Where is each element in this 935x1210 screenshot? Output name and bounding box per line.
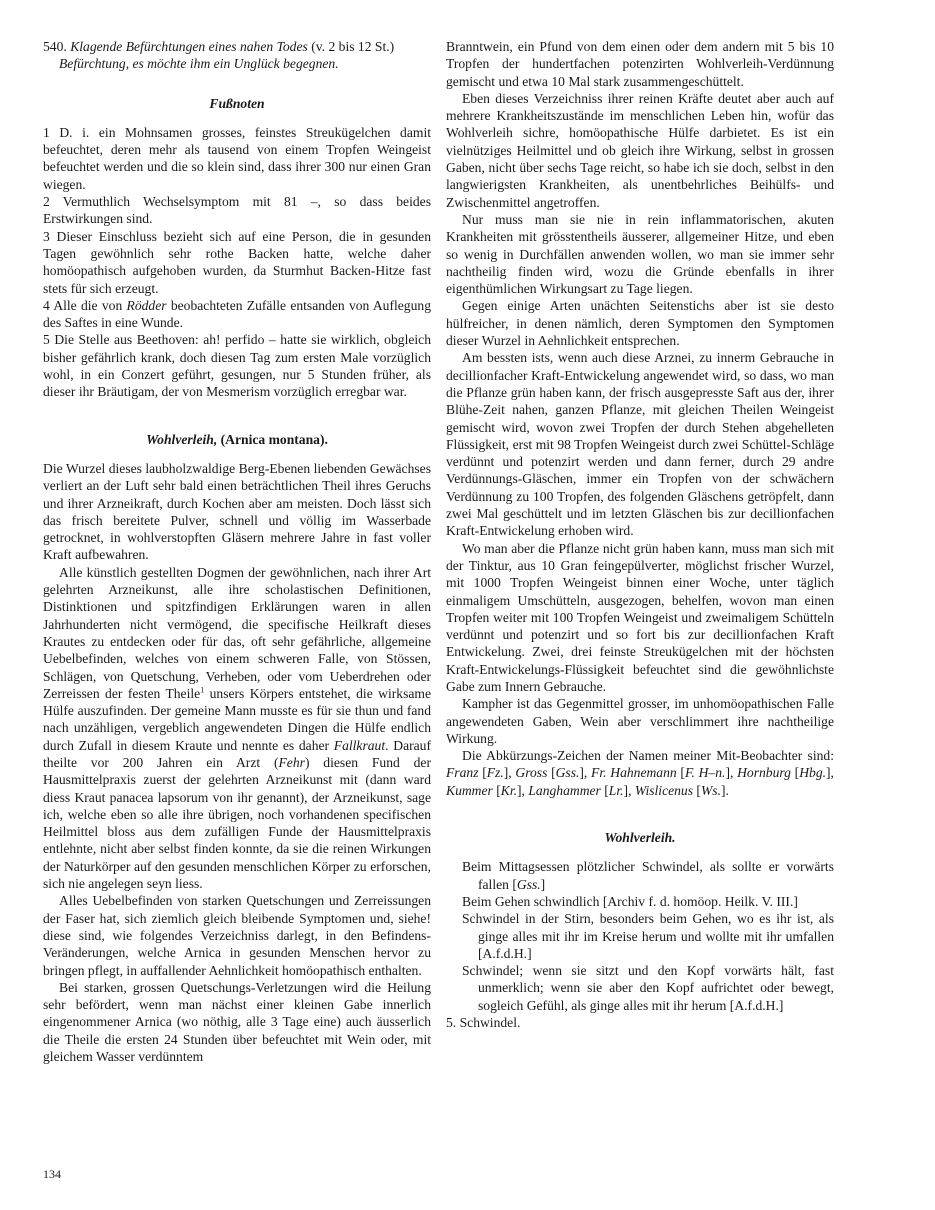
- right-paragraph-3: Nur muss man sie nie in rein inflammatorischen, akuten Krankheiten mit grösstentheils äusserer, allgemeiner Hitze, und eben so wenig in Durchfällen anwenden wollen, wo man sie immer sehr nachtheilig finden wird, wozu die Gründe ebenfalls in ihrer eigenthümlichen Wirkungsart zu Tage liegen.: [446, 211, 834, 297]
- symptom-4: Schwindel; wenn sie sitzt und den Kopf vorwärts hält, fast unmerklich; wenn sie aber den Kopf aufrichtet oder bewegt, sogleich Gefühl, als ginge alles mit ihr herum [A.f.d.H.]: [462, 963, 834, 1013]
- footnote-5: 5 Die Stelle aus Beethoven: ah! perfido – hatte sie wirklich, obgleich bisher gefährlich krank, doch diesen Tag zum ersten Male vorzüglich wohl, in ein Conzert geführt, gesungen, nur 5 Stunden früher, als dieser ihr Bräutigam, der von Mesmerism vorzüglich erregbar war.: [43, 332, 431, 400]
- entry-540: [43, 38, 431, 55]
- right-paragraph-8: [446, 747, 834, 799]
- observer-name: Hornburg: [737, 765, 791, 781]
- bracket: [: [676, 765, 685, 781]
- observer-name: Franz: [446, 765, 479, 781]
- paragraph-1: Die Wurzel dieses laubholzwaldige Berg-Ebenen liebenden Gewächses verliert an der Luft sehr bald einen beträchtlichen Theil ihres Geruchs und ihrer Arzneikraft, durch Kochen aber am meisten. Doch lässt sich das frisch bereitete Pulver, schnell und völlig im Wasserbade getrocknet, in wohlverstopften Gläsern mehrere Jahre in fast voller Kraft aufbewahren.: [43, 460, 431, 563]
- section-heading-italic: Wohlverleih,: [146, 431, 218, 447]
- entry-title: Klagende Befürchtungen eines nahen Todes: [70, 39, 308, 54]
- paragraph-3: Alles Uebelbefinden von starken Quetschungen und Zerreissungen der Faser hat, sich ziemlich gleich bleibende Symptomen und, siehe! diese sind, wie folgendes Verzeichniss darlegt, in den Befindens-Veränderungen, welche Arnica in gesunden Menschen hervor zu bringen pflegt, in auffallender Aehnlichkeit homöopathisch enthalten.: [43, 893, 431, 978]
- observer-name: Gross: [515, 765, 548, 781]
- bracket: [: [492, 782, 501, 798]
- observer-abbr: F. H–n.: [684, 765, 726, 781]
- right-paragraph-7: Kampher ist das Gegenmittel grosser, im unhomöopathischen Falle angewendeten Gaben, Wein aber verschlimmert ihre nachtheilige Wirkung.: [446, 696, 834, 746]
- bracket: [: [790, 765, 800, 781]
- paragraph-4: Bei starken, grossen Quetschungs-Verletzungen wird die Heilung sehr befördert, wenn man nächst einer kleinen Gabe innerlich eingenommener Arnica (wo nöthig, alle 3 Tage eine) auch äusserlich die Theile die ersten 24 Stunden über befeuchtet mit Wein oder, mit gleichem Wasser verdünntem: [43, 979, 431, 1065]
- footnotes-heading-text: Fußnoten: [209, 95, 265, 111]
- p2-f: ) diesen Fund der Hausmittelpraxis zuerst der gelehrten Arzneikunst mit (dann ward diess Kraut panacea lapsorum von ihr genannt), der Arzneikunst, sage ich, welche eben so alle ihre übrigen, noch vorhandenen specifischen Heilmittel bloss aus dem zufälligen Funde der Hausmittelpraxis entlehnte, nicht aber selbst finden konnte, da sie die reinen Wirkungen der Naturkörper auf den gesunden menschlichen Körper zu erforschen, sich nie angelegen seyn liess.: [43, 754, 431, 892]
- p2-a: Alle künstlich gestellten Dogmen der gewöhnlichen, nach ihrer Art gelehrten Arzneikunst, alle ihre scholastischen Definitionen, Distinktionen und spitzfindigen Erklärungen waren in allen Jahrhunderten nicht vermögend, die specifische Heilkraft dieses Krautes zu entdecken oder für das, oft sehr gefährliche, allgemeine Uebelbefinden, welches von einem schweren Falle, von Stössen, Schlägen, von Quetschung, Verheben, oder vom Ueberdrehen oder Zerreissen der festen Theile: [43, 564, 431, 701]
- observer-abbr: Fz.: [486, 765, 504, 781]
- symptom-end: ]: [540, 876, 546, 892]
- right-paragraph-4: Gegen einige Arten unächten Seitenstichs aber ist sie desto hülfreicher, in denen nämlich, deren Symptomen den Symptomen dieser Wurzel in Aehnlichkeit entsprechen.: [446, 298, 834, 349]
- observer-name: Langhammer: [528, 782, 601, 798]
- bracket: ],: [503, 765, 516, 781]
- section-heading-rest: (Arnica montana).: [217, 431, 328, 447]
- observer-abbr: Hbg.: [799, 765, 827, 781]
- symptom-text: Beim Mittagsessen plötzlicher Schwindel, als sollte er vorwärts fallen [: [462, 859, 834, 892]
- right-paragraph-5: Am bessten ists, wenn auch diese Arznei, zu innerm Gebrauche in decillionfacher Kraft-Entwickelung angewendet wird, so dass, wo man die Pflanze grün haben kann, der frisch ausgepresste Saft aus der, ihrer Blühe-Zeit nahen, ganzen Pflanze, mit gleichen Theilen Weingeist gemischt wird, wovon zwei Tropfen der durch Stehen abgehelleten Flüssigkeit, erst mit 98 Tropfen Weingeist durch zwei Schüttel-Schläge verdünnt und potenzirt werden und dann ferner, durch 29 andre Verdünnungs-Gläschen, immer ein Tropfen von der schwächern Verdünnung zu 100 Tropfen, des folgenden Gläschens getröpfelt, dann zwei Mal geschüttelt und im letzten Gläschen bis zur decillionfachen Kraft-Entwickelung erhoben wird.: [446, 350, 834, 539]
- footnote-4-a: 4 Alle die von: [43, 297, 127, 313]
- section-heading-wohlverleih: [446, 829, 834, 846]
- right-paragraph-1: Branntwein, ein Pfund von dem einen oder dem andern mit 5 bis 10 Tropfen der hundertfachen potenzirten Wohlverleih-Verdünnung gemischt und etwa 10 Mal stark zusammengeschüttelt.: [446, 39, 834, 89]
- left-column: [43, 38, 431, 1065]
- right-paragraph-2: Eben dieses Verzeichniss ihrer reinen Kräfte deutet aber auch auf mehrere Krankheitszustände im menschlichen Leben hin, wofür das Wohlverleih sichre, homöopathische Hülfe darbietet. Es ist ein vielnütziges Heilmittel und ob gleich ihre Wirkung, selbst in grossen Gaben, nicht über sechs Tage reicht, so habe ich sie doch, selbst in den langwierigsten Krankheiten, als unentbehrliches Beihülfs- und Zwischenmittel angetroffen.: [446, 90, 834, 210]
- p2-fehr: Fehr: [278, 754, 305, 770]
- bracket: [: [600, 782, 609, 798]
- footnote-4-name: Rödder: [126, 297, 167, 313]
- bracket: [: [547, 765, 556, 781]
- entry-title-rest: (v. 2 bis 12 St.): [307, 39, 395, 54]
- bracket: [: [478, 765, 487, 781]
- p2-d: . Darauf theilte vor 200 Jahren ein Arzt (: [43, 737, 431, 770]
- p2-b: unsers Körpers entstehet, die wirksame Hülfe auszufinden. Der gemeine Mann musste es für sie thun und fand nach unzähligen, vergeblich angewendeten Dingen die Hülfe endlich durch Zufall in diesem Kraute und nennte es daher: [43, 685, 431, 753]
- numbered-entry-5: 5. Schwindel.: [446, 1015, 521, 1031]
- footnote-2: 2 Vermuthlich Wechselsymptom mit 81 –, so dass beides Erstwirkungen sind.: [43, 194, 431, 227]
- p2-fallkraut: Fallkraut: [333, 737, 386, 753]
- page-number: 134: [43, 1167, 61, 1181]
- symptom-2: Beim Gehen schwindlich [Archiv f. d. homöop. Heilk. V. III.]: [462, 893, 798, 909]
- footnotes-heading: [43, 95, 431, 112]
- bracket: ],: [623, 782, 635, 798]
- entry-540-sub: [43, 55, 431, 72]
- observer-name: Kummer: [446, 782, 493, 798]
- observer-abbr: Lr.: [608, 782, 624, 798]
- observer-abbr: Ws.: [700, 782, 721, 798]
- footnote-4-b: beobachteten Zufälle entsanden von Auflegung des Saftes in eine Wunde.: [43, 297, 431, 331]
- p8-a: Die Abkürzungs-Zeichen der Namen meiner Mit-Beobachter sind:: [462, 748, 834, 764]
- bracket: ],: [725, 765, 738, 781]
- symptom-abbr: Gss.: [516, 876, 541, 892]
- observer-abbr: Kr.: [500, 782, 518, 798]
- bracket: ],: [517, 782, 529, 798]
- bracket: [: [693, 782, 701, 798]
- section-heading-text: Wohlverleih.: [604, 830, 676, 846]
- symptom-3: Schwindel in der Stirn, besonders beim Gehen, wo es ihr ist, als ginge alles mit ihr im Kreise herum und wollte mit ihr umfallen [A.f.d.H.]: [462, 911, 834, 961]
- bracket: ],: [826, 765, 834, 781]
- observer-name: Fr. Hahnemann: [591, 765, 677, 781]
- entry-number: 540.: [43, 39, 67, 54]
- observer-abbr: Gss.: [555, 765, 580, 781]
- section-heading-arnica: [43, 431, 431, 448]
- footnote-3: 3 Dieser Einschluss bezieht sich auf eine Person, die in gesunden Tagen gewöhnlich sehr rothe Backen hatte, welche daher homöopathisch aufgehoben wurden, da Sturmhut Backen-Hitze fast stets für sich erzeugt.: [43, 228, 431, 296]
- paragraph-2: [43, 564, 431, 893]
- footnote-4: [43, 297, 431, 332]
- p2-footnote-ref: 1: [200, 685, 205, 695]
- entry-sub-text: Befürchtung, es möchte ihm ein Unglück begegnen.: [59, 56, 339, 72]
- bracket: ],: [579, 765, 592, 781]
- observer-name: Wislicenus: [634, 782, 694, 798]
- symptom-1: [446, 858, 834, 893]
- footnote-1: 1 D. i. ein Mohnsamen grosses, feinstes Streukügelchen damit befeuchtet, deren mehr als tausend von einem Tropfen Weingeist befeuchtet werden und die so klein sind, dass ihrer 300 nur einen Gran wiegen.: [43, 124, 431, 192]
- bracket: ].: [720, 782, 729, 798]
- right-paragraph-6: Wo man aber die Pflanze nicht grün haben kann, muss man sich mit der Tinktur, aus 10 Gran feingepülverter, möglichst frischer Wurzel, mit 1000 Tropfen Weingeist binnen einer Woche, unter täglich einmaligem Umschütteln, ausgezogen, behelfen, wovon man einen Tropfen weiter mit 100 Tropfen Weingeist und zweimaligem Schütteln verdünnt und potenzirt und so fort bis zur decillionfachen Kraft Entwickelung. Zwei, drei feinste Streukügelchen mit der höchsten Kraft-Entwickelungs-Flüssigkeit befeuchtet sind die gewöhnlichste Gabe zum Innern Gebrauche.: [446, 540, 834, 694]
- right-column: [446, 38, 834, 1031]
